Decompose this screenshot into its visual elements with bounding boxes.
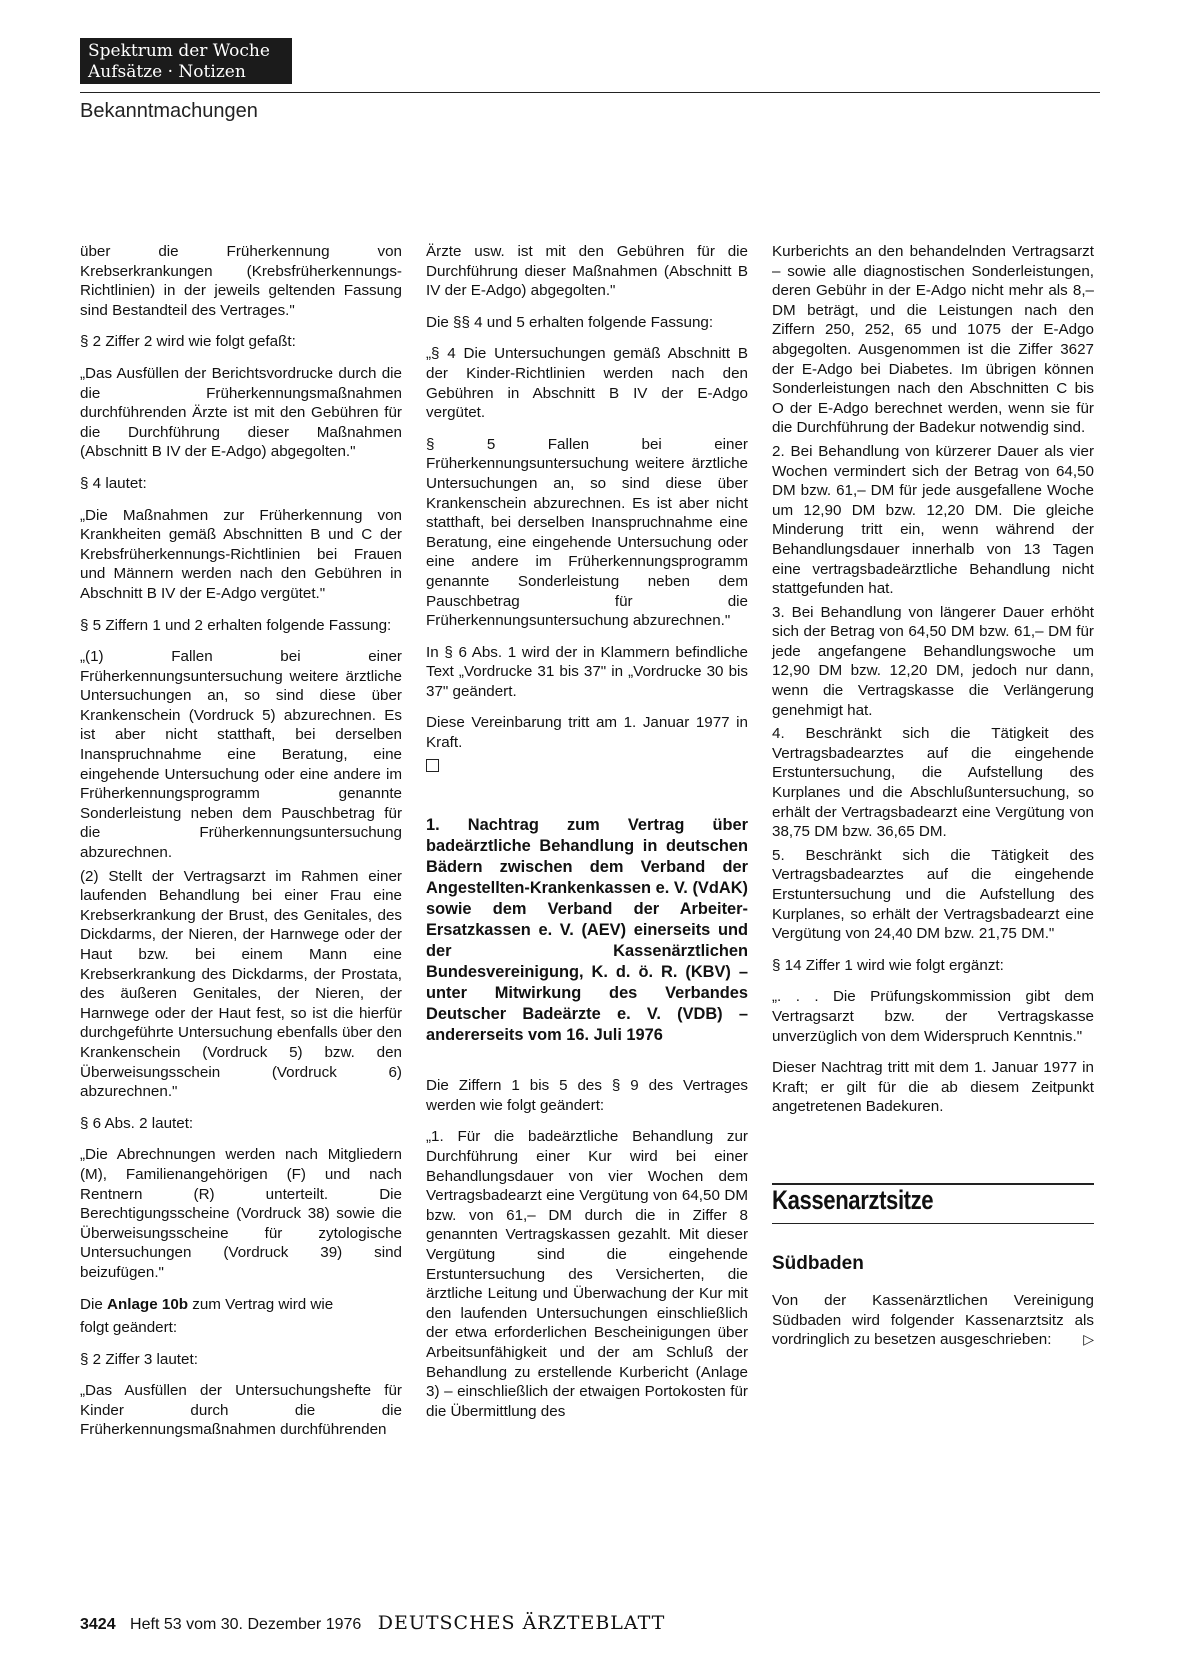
paragraph: § 2 Ziffer 3 lautet: xyxy=(80,1350,198,1368)
paragraph: Ärzte usw. ist mit den Gebühren für die Durchführung dieser Maßnahmen (Abschnitt B IV der E-Adgo) abgegolten." xyxy=(426,243,748,300)
masthead-line2: Aufsätze · Notizen xyxy=(88,62,246,82)
paragraph: § 6 Abs. 2 lautet: xyxy=(80,1114,194,1132)
paragraph: Dieser Nachtrag tritt mit dem 1. Januar 1977 in Kraft; er gilt für die ab diesem Zeitpunkt angetretenen Badekuren. xyxy=(772,1059,1094,1116)
section-label: Bekanntmachungen xyxy=(80,100,258,122)
paragraph: (2) Stellt der Vertragsarzt im Rahmen einer laufenden Behandlung bei einer Frau eine Krebserkrankung der Brust, des Genitales, des Dickdarms, der Nieren, der Harnwege oder der Haut bzw. bei einem Mann eine Krebserkrankung des Dickdarms, der Prostata, des äußeren Genitales, der Nieren, der Harnwege oder der Haut fest, so ist die hierfür durchgeführte Untersuchung ebenfalls über den Krankenschein (Vordruck 5) bzw. den Überweisungsschein (Vordruck 6) abzurechnen." xyxy=(80,867,402,1101)
paragraph: 3. Bei Behandlung von längerer Dauer erhöht sich der Betrag von 64,50 DM bzw. 61,– DM für jede angefangene Behandlungswoche um 12,90 DM bzw. 12,20 DM, jedoch nur dann, wenn die Vertragskasse die Verlängerung genehmigt hat. xyxy=(772,603,1094,719)
page-number: 3424 xyxy=(80,1616,116,1633)
paragraph: über die Früherkennung von Krebserkrankungen (Krebsfrüherkennungs-Richtlinien) in der jeweils geltenden Fassung sind Bestandteil des Vertrages." xyxy=(80,243,402,319)
anlage-pre: Die xyxy=(80,1295,108,1313)
kasse-paragraph xyxy=(772,1291,1094,1350)
paragraph: „. . . Die Prüfungskommission gibt dem Vertragsarzt bzw. der Vertragskasse unverzüglich von dem Widerspruch Kenntnis." xyxy=(772,988,1094,1045)
paragraph: Die Ziffern 1 bis 5 des § 9 des Vertrages werden wie folgt geändert: xyxy=(426,1077,748,1114)
paragraph: 2. Bei Behandlung von kürzerer Dauer als vier Wochen vermindert sich der Betrag von 64,50 DM bzw. 61,– DM für jede ausgefallene Woche um 12,90 DM bzw. 12,20 DM. Die gleiche Minderung tritt ein, wenn während der Behandlungsdauer innerhalb von 13 Tagen eine vertragsbadeärztliche Behandlung nicht stattgefunden hat. xyxy=(772,442,1094,598)
paragraph: „Die Abrechnungen werden nach Mitgliedern (M), Familienangehörigen (F) und nach Rentnern (R) unterteilt. Die Berechtigungsscheine (Vordruck 38) sowie die Überweisungsscheine für zytologische Untersuchungen (Vordruck 39) sind beizufügen." xyxy=(80,1146,402,1281)
paragraph: „(1) Fallen bei einer Früherkennungsuntersuchung weitere ärztliche Untersuchungen an, so sind diese über Krankenschein (Vordruck 5) abzurechnen. Es ist aber nicht statthaft, bei derselben Inanspruchnahme eine Beratung, eine eingehende Untersuchung oder eine andere im Früherkennungsprogramm genannte Sonderleistung neben dem Pauschbetrag für die Früherkennungsuntersuchung abzurechnen. xyxy=(80,648,402,862)
paragraph: „1. Für die badeärztliche Behandlung zur Durchführung einer Kur wird bei einer Behandlungsdauer von vier Wochen dem Vertragsbadearzt eine Vergütung von 64,50 DM bzw. von 61,– DM durch die in Ziffer 8 genannten Vertragskassen gezahlt. Mit dieser Vergütung sind die eingehende Erstuntersuchung des Versicherten, die ärztliche Leitung und Überwachung der Kur mit den laufenden Untersuchungen einschließlich der etwa erforderlichen Bescheinigungen über Arbeitsunfähigkeit und der am Schluß der Behandlung zu erstellende Kurbericht (Anlage 3) – einschließlich der etwaigen Portokosten für die Übermittlung des xyxy=(426,1128,748,1420)
issue-info: Heft 53 vom 30. Dezember 1976 xyxy=(130,1616,362,1633)
region-title: Südbaden xyxy=(772,1252,864,1274)
article-headline: 1. Nachtrag zum Vertrag über badeärztliche Behandlung in deutschen Bädern zwischen dem Verband der Angestellten-Krankenkassen e. V. (VdAK) sowie dem Verband der Arbeiter-Ersatzkassen e. V. (AEV) einerseits und der Kassenärztlichen Bundesvereinigung, K. d. ö. R. (KBV) – unter Mitwirkung des Verbandes Deutscher Badeärzte e. V. (VDB) – andererseits vom 16. Juli 1976 xyxy=(426,816,748,1045)
header-rule xyxy=(80,92,1100,93)
paragraph: Kurberichts an den behandelnden Vertragsarzt – sowie alle diagnostischen Sonderleistungen, deren Gebühr in der E-Adgo nicht mehr als 8,– DM beträgt, und die Leistungen nach den Ziffern 250, 252, 65 und 1075 der E-Adgo abgegolten. Ausgenommen ist die Ziffer 3627 der E-Adgo bei Diabetes. Im übrigen können Sonderleistungen nach den Abschnitten C bis O der E-Adgo berechnet werden, wenn sie für die Durchführung der Badekur notwendig sind. xyxy=(772,243,1094,437)
paragraph: Diese Vereinbarung tritt am 1. Januar 1977 in Kraft. xyxy=(426,714,748,752)
anlage-bold: Anlage 10b xyxy=(107,1295,189,1313)
paragraph: § 14 Ziffer 1 wird wie folgt ergänzt: xyxy=(772,956,1004,974)
end-mark-icon xyxy=(426,759,439,772)
masthead-line1: Spektrum der Woche xyxy=(88,41,270,61)
kasse-text: Von der Kassenärztlichen Vereinigung Südbaden wird folgender Kassenarztsitz als vordringlich zu besetzen ausgeschrieben: xyxy=(772,1292,1094,1349)
paragraph: „§ 4 Die Untersuchungen gemäß Abschnitt B der Kinder-Richtlinien werden nach den Gebühren in Abschnitt B IV der E-Adgo vergütet. xyxy=(426,345,748,422)
paragraph: § 4 lautet: xyxy=(80,474,147,492)
column-3 xyxy=(772,242,1094,1362)
journal-name: DEUTSCHES ÄRZTEBLATT xyxy=(377,1612,666,1634)
paragraph: In § 6 Abs. 1 wird der in Klammern befindliche Text „Vordrucke 31 bis 37" in „Vordrucke 30 bis 37" geändert. xyxy=(426,643,748,700)
paragraph: § 2 Ziffer 2 wird wie folgt gefaßt: xyxy=(80,333,296,351)
kassenarztsitze-title: Kassenarztsitze xyxy=(772,1184,934,1215)
paragraph: 5. Beschränkt sich die Tätigkeit des Vertragsbadearztes auf die eingehende Erstuntersuchung und die Aufstellung des Kurplanes, so erhält der Vertragsbadearzt eine Vergütung von 24,40 DM bzw. 21,75 DM." xyxy=(772,846,1094,943)
column-2 xyxy=(426,242,748,1433)
footer xyxy=(80,1612,665,1634)
anlage-post: zum Vertrag wird wie xyxy=(188,1295,334,1313)
paragraph: „Das Ausfüllen der Berichtsvordrucke durch die die Früherkennungsmaßnahmen durchführenden Ärzte ist mit den Gebühren für die Durchführung dieser Maßnahmen (Abschnitt B IV der E-Adgo) abgegolten." xyxy=(80,364,402,461)
masthead xyxy=(80,38,292,84)
paragraph: folgt geändert: xyxy=(80,1319,178,1337)
paragraph-anlage xyxy=(80,1295,402,1315)
column-1 xyxy=(80,242,402,1452)
paragraph: „Das Ausfüllen der Untersuchungshefte für Kinder durch die die Früherkennungsmaßnahmen durchführenden xyxy=(80,1382,402,1439)
continue-arrow-icon: ▷ xyxy=(1083,1331,1094,1348)
paragraph: § 5 Ziffern 1 und 2 erhalten folgende Fassung: xyxy=(80,616,392,634)
paragraph: 4. Beschränkt sich die Tätigkeit des Vertragsbadearztes auf die eingehende Erstuntersuchung, die Aufstellung des Kurplanes und die Abschlußuntersuchung, so erhält der Vertragsbadearzt eine Vergütung von 38,75 DM bzw. 36,65 DM. xyxy=(772,725,1094,841)
paragraph: „Die Maßnahmen zur Früherkennung von Krankheiten gemäß Abschnitten B und C der Krebsfrüherkennungs-Richtlinien bei Frauen und Männern werden nach den Gebühren in Abschnitt B IV der E-Adgo vergütet." xyxy=(80,506,402,602)
paragraph: Die §§ 4 und 5 erhalten folgende Fassung: xyxy=(426,313,714,331)
kassenarztsitze-header xyxy=(772,1183,1094,1224)
paragraph: § 5 Fallen bei einer Früherkennungsuntersuchung weitere ärztliche Untersuchungen an, so sind diese über Krankenschein abzurechnen. Es ist aber nicht statthaft, bei derselben Inanspruchnahme eine Beratung, eine eingehende Untersuchung oder eine andere im Früherkennungsprogramm genannte Sonderleistung neben dem Pauschbetrag für die Früherkennungsuntersuchung abzurechnen." xyxy=(426,435,748,630)
